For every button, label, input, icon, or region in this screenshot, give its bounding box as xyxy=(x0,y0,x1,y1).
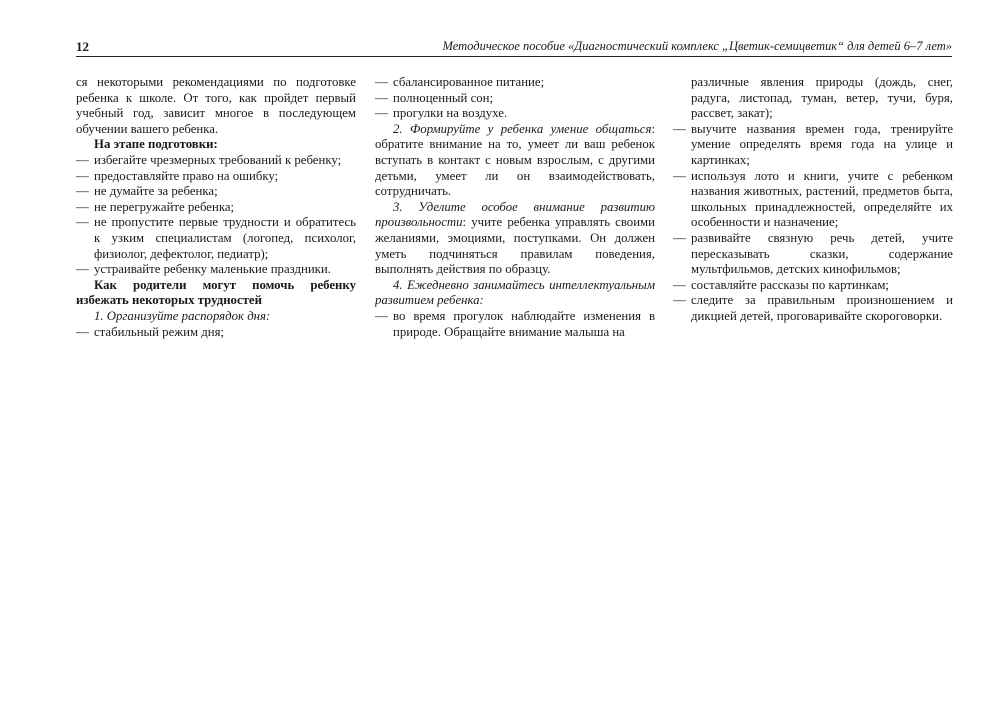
list-item: — не думайте за ребенка; xyxy=(76,184,356,200)
help-heading: Как родители могут помочь ребенку избежать некоторых трудностей xyxy=(76,277,356,308)
point-2-paragraph xyxy=(375,122,655,200)
running-title: Методическое пособие «Диагностический комплекс „Цветик-семицветик“ для детей 6–7 лет» xyxy=(442,39,952,53)
list-item: — используя лото и книги, учите с ребенком названия животных, растений, предметов быта, школьных принадлежностей, определяйте их особенности и назначение; xyxy=(673,169,953,231)
page-header xyxy=(76,38,952,56)
column-2 xyxy=(375,75,655,340)
point-3-text: : учите ребенка управлять своими желаниями, эмоциями, поступками. Он должен уметь подчиняться правилам поведения, выполнять действия по образцу. xyxy=(375,215,655,277)
list-item: — устраивайте ребенку маленькие праздники. xyxy=(76,262,356,278)
list-item: — сбалансированное питание; xyxy=(375,75,655,91)
continuation-text: различные явления природы (дождь, снег, радуга, листопад, туман, ветер, тучи, буря, рассвет, закат); xyxy=(691,75,953,121)
list-item: — следите за правильным произношением и дикцией детей, проговаривайте скороговорки. xyxy=(673,293,953,324)
header-rule xyxy=(76,56,952,57)
point-3-title: 3. Уделите особое внимание развитию произвольности xyxy=(375,199,655,230)
list-item: — не пропустите первые трудности и обратитесь к узким специалистам (логопед, психолог, физиолог, дефектолог, педиатр); xyxy=(76,215,356,262)
list-item: — полноценный сон; xyxy=(375,91,655,107)
point-2-text: : обратите внимание на то, умеет ли ваш ребенок вступать в контакт с новым взрослым, с другими детьми, умеет ли он взаимодействовать, сотрудничать. xyxy=(375,121,655,199)
list-item: — предоставляйте право на ошибку; xyxy=(76,169,356,185)
list-item: — выучите названия времен года, тренируйте умение определять время года на улице и картинках; xyxy=(673,122,953,169)
column-3 xyxy=(673,75,953,325)
list-item: — стабильный режим дня; xyxy=(76,325,356,341)
list-item: — прогулки на воздухе. xyxy=(375,106,655,122)
list-item: — составляйте рассказы по картинкам; xyxy=(673,278,953,294)
list-item: — развивайте связную речь детей, учите пересказывать сказки, содержание мультфильмов, детских кинофильмов; xyxy=(673,231,953,278)
point-1-title: 1. Организуйте распорядок дня: xyxy=(94,308,271,323)
column-1 xyxy=(76,75,356,340)
list-item: — избегайте чрезмерных требований к ребенку; xyxy=(76,153,356,169)
page-number: 12 xyxy=(76,39,89,54)
intro-paragraph: ся некоторыми рекомендациями по подготовке ребенка к школе. От того, как пройдет первый учебный год, зависит многое в последующем обучении вашего ребенка. xyxy=(76,75,356,136)
list-item: — не перегружайте ребенка; xyxy=(76,200,356,216)
list-item: — во время прогулок наблюдайте изменения в природе. Обращайте внимание малыша на xyxy=(375,309,655,340)
point-3-paragraph xyxy=(375,200,655,278)
point-4-title: 4. Ежедневно занимайтесь интеллектуальным развитием ребенка: xyxy=(375,277,655,308)
stage-heading: На этапе подготовки: xyxy=(94,137,218,152)
point-2-title: 2. Формируйте у ребенка умение общаться xyxy=(393,121,652,136)
